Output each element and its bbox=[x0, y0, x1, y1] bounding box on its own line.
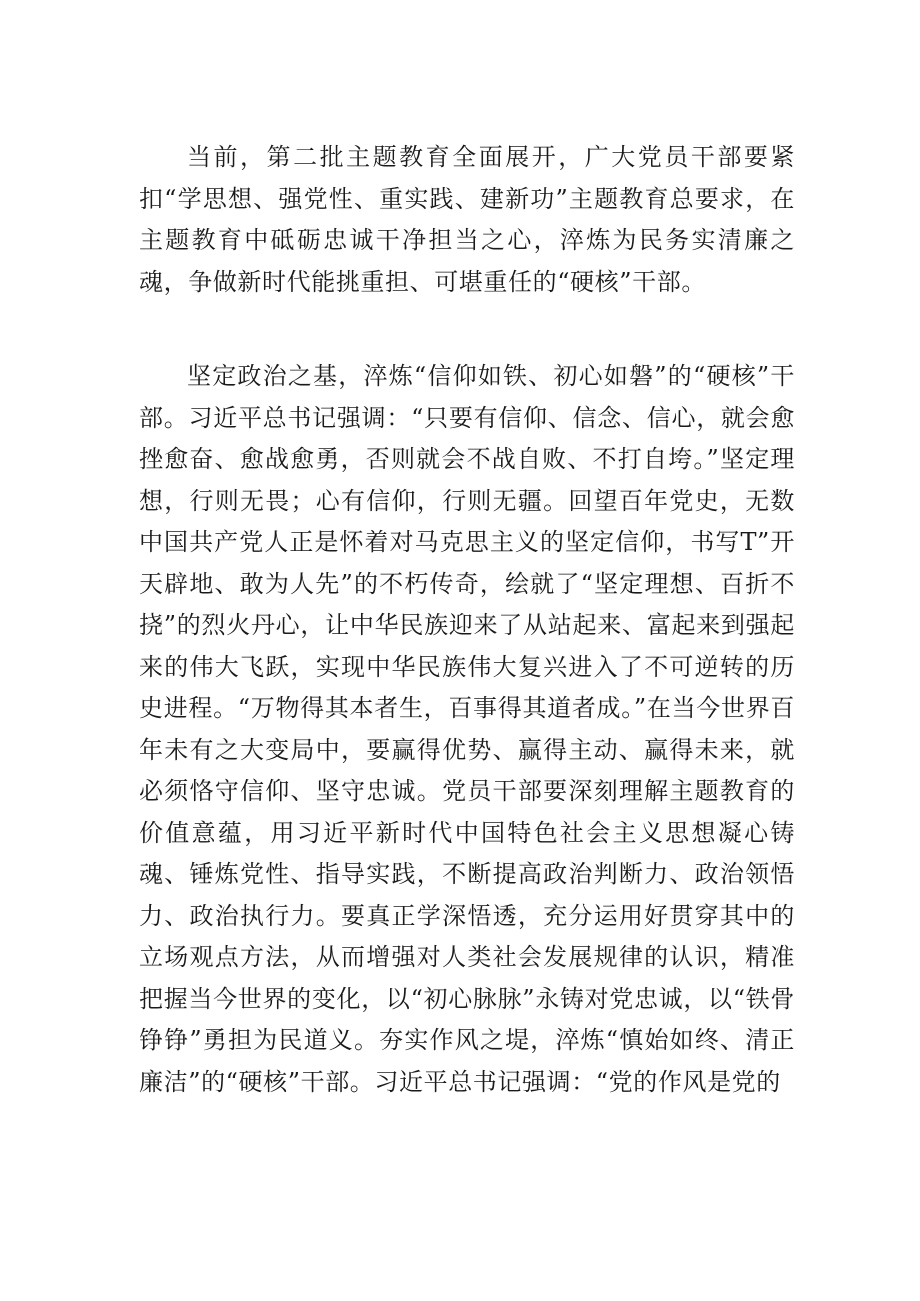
paragraph-political-foundation: 坚定政治之基，淬炼“信仰如铁、初心如磐”的“硬核”干部。习近平总书记强调：“只要有信仰、信念、信心，就会愈挫愈奋、愈战愈勇，否则就会不战自败、不打自垮。”坚定理想，行则无畏；心有信仰，行则无疆。回望百年党史，无数中国共产党人正是怀着对马克思主义的坚定信仰，书写T”开天辟地、敢为人先”的不朽传奇，绘就了“坚定理想、百折不挠”的烈火丹心，让中华民族迎来了从站起来、富起来到强起来的伟大飞跃，实现中华民族伟大复兴进入了不可逆转的历史进程。“万物得其本者生，百事得其道者成。”在当今世界百年未有之大变局中，要赢得优势、赢得主动、赢得未来，就必须恪守信仰、坚守忠诚。党员干部要深刻理解主题教育的价值意蕴，用习近平新时代中国特色社会主义思想凝心铸魂、锤炼党性、指导实践，不断提高政治判断力、政治领悟力、政治执行力。要真正学深悟透，充分运用好贯穿其中的立场观点方法，从而增强对人类社会发展规律的认识，精准把握当今世界的变化，以“初心脉脉”永铸对党忠诚，以“铁骨铮铮”勇担为民道义。夯实作风之堤，淬炼“慎始如终、清正廉洁”的“硬核”干部。习近平总书记强调：“党的作风是党的 bbox=[139, 362, 795, 1096]
paragraph-intro: 当前，第二批主题教育全面展开，广大党员干部要紧扣“学思想、强党性、重实践、建新功”主题教育总要求，在主题教育中砥砺忠诚干净担当之心，淬炼为民务实清廉之魂，争做新时代能挑重担、可堪重任的“硬核”干部。 bbox=[139, 143, 795, 296]
document-page bbox=[139, 0, 795, 1301]
